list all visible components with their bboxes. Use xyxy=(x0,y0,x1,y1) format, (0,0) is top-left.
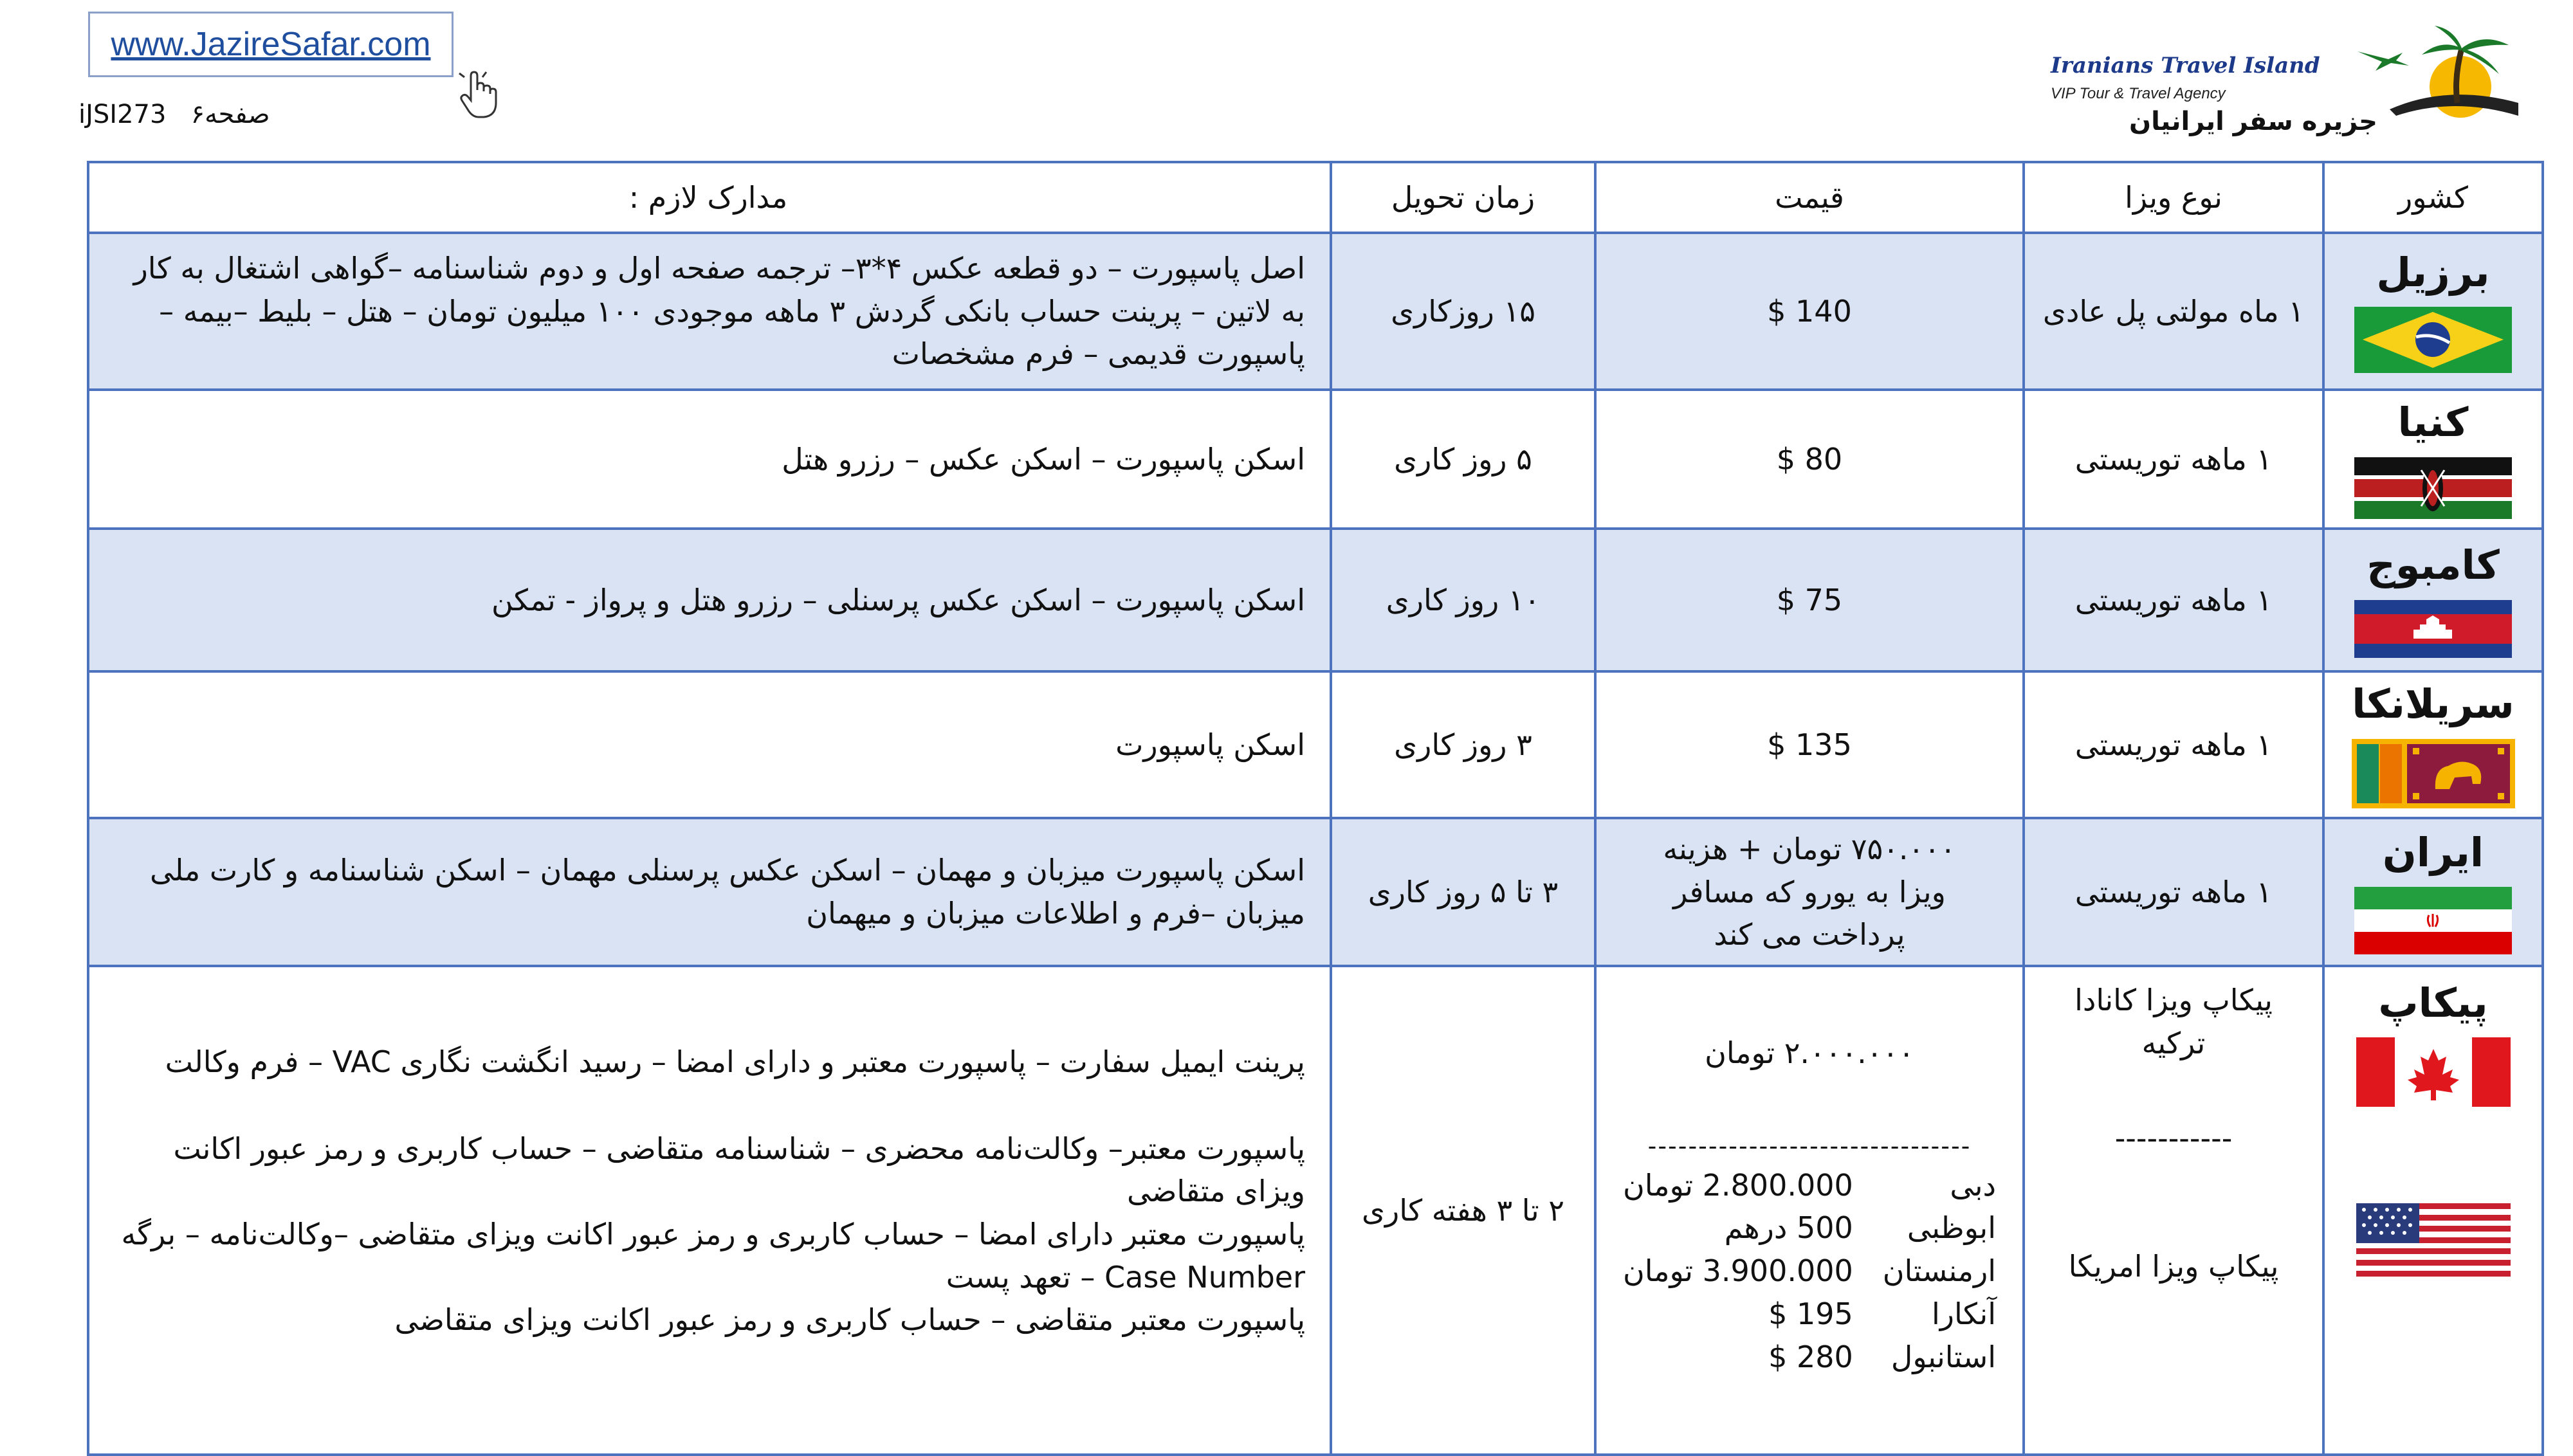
pickup-city-price xyxy=(1619,1206,1857,1250)
table-header-row xyxy=(88,162,2543,233)
delivery-cell: ۱۰ روز کاری xyxy=(1331,529,1595,671)
country-name: کنیا xyxy=(2397,399,2469,446)
visa-type-cell: ۱ ماهه توریستی xyxy=(2024,671,2323,818)
usa-pickup-price-row xyxy=(1619,1164,2000,1207)
pickup-city: ارمنستان xyxy=(1882,1253,1996,1289)
documents-cell: اسکن پاسپورت میزبان و مهمان – اسکن عکس پرسنلی مهمان – اسکن شناسنامه و کارت ملی میزبان –فرم و اطلاعات میزبان و میهمان xyxy=(88,818,1331,966)
pointer-hand-icon xyxy=(457,69,502,121)
table-row-pickup xyxy=(88,966,2543,1455)
pickup-type-canada: پیکاپ ویزا کانادا ترکیه xyxy=(2074,983,2273,1060)
visa-type-cell: ۱ ماه مولتی پل عادی xyxy=(2024,233,2323,390)
header-country: کشور xyxy=(2323,162,2543,233)
pickup-type-usa: پیکاپ ویزا امریکا xyxy=(2068,1249,2279,1284)
documents-cell: اصل پاسپورت – دو قطعه عکس ۴*۳– ترجمه صفحه اول و دوم شناسنامه –گواهی اشتغال به کار به لاتین – پرینت حساب بانکی گردش ۳ ماهه موجودی ۱۰۰ میلیون تومان – هتل – بلیط –بیمه – پاسپورت قدیمی – فرم مشخصات xyxy=(88,233,1331,390)
logo-en-title: Iranians Travel Island xyxy=(2051,53,2320,78)
country-name: سریلانکا xyxy=(2352,680,2514,728)
visa-type-cell: ۱ ماهه توریستی xyxy=(2024,529,2323,671)
delivery-cell: ۲ تا ۳ هفته کاری xyxy=(1331,966,1595,1455)
price-value: $ 140 xyxy=(1767,293,1852,329)
delivery-cell: ۱۵ روزکاری xyxy=(1331,233,1595,390)
price-cell xyxy=(1595,966,2024,1455)
table-row-brazil xyxy=(88,233,2543,390)
pickup-city-price-value: $ 280 xyxy=(1768,1339,1853,1374)
kenya-flag-icon xyxy=(2354,457,2512,519)
documents-cell: اسکن پاسپورت – اسکن عکس پرسنلی – رزرو هتل و پرواز - تمکن xyxy=(88,529,1331,671)
documents-cell: اسکن پاسپورت – اسکن عکس – رزرو هتل xyxy=(88,390,1331,529)
pickup-doc-line: پاسپورت معتبر متقاضی – حساب کاربری و رمز عبور اکانت ویزای متقاضی xyxy=(394,1302,1305,1338)
agency-logo xyxy=(2033,26,2522,154)
pickup-city: ابوظبی xyxy=(1907,1210,1996,1246)
country-cell xyxy=(2323,671,2543,818)
country-name: ایران xyxy=(2382,828,2484,876)
documents-cell xyxy=(88,966,1331,1455)
delivery-cell: ۵ روز کاری xyxy=(1331,390,1595,529)
usa-flag-icon xyxy=(2356,1203,2511,1277)
pickup-city: دبی xyxy=(1950,1167,1996,1203)
pickup-city: آنکارا xyxy=(1932,1296,1996,1331)
pickup-city-price xyxy=(1619,1250,1857,1293)
page-reference xyxy=(78,100,270,129)
table-row-iran xyxy=(88,818,2543,966)
usa-pickup-price-row xyxy=(1619,1293,2000,1336)
country-name: برزیل xyxy=(2376,248,2490,296)
canada-flag-icon xyxy=(2356,1037,2511,1107)
price-cell xyxy=(1595,390,2024,529)
visa-type-cell: ۱ ماهه توریستی xyxy=(2024,818,2323,966)
country-cell xyxy=(2323,233,2543,390)
pickup-type-separator: ----------- xyxy=(2114,1121,2233,1156)
pickup-city-price-value: 3.900.000 تومان xyxy=(1623,1253,1853,1289)
table-row-kenya xyxy=(88,390,2543,529)
usa-pickup-price-list xyxy=(1619,1164,2000,1378)
page-code: iJSI273 xyxy=(78,100,167,129)
pickup-price-separator: -------------------------------- xyxy=(1647,1131,1972,1160)
price-cell xyxy=(1595,529,2024,671)
sri-lanka-flag-icon xyxy=(2352,739,2515,808)
table-row-cambodia xyxy=(88,529,2543,671)
iran-flag-icon xyxy=(2354,887,2512,954)
pickup-city-price xyxy=(1619,1293,1857,1336)
pickup-city-price-value: 2.800.000 تومان xyxy=(1623,1167,1853,1203)
header-price: قیمت xyxy=(1595,162,2024,233)
pickup-city: استانبول xyxy=(1891,1339,1996,1374)
usa-pickup-price-row xyxy=(1619,1206,2000,1250)
brazil-flag-icon xyxy=(2354,307,2512,373)
pickup-city-price-value: 500 درهم xyxy=(1724,1210,1853,1246)
header-documents: مدارک لازم : xyxy=(88,162,1331,233)
usa-pickup-price-row xyxy=(1619,1336,2000,1379)
country-name: پیکاپ xyxy=(2378,979,2488,1026)
country-cell xyxy=(2323,529,2543,671)
country-name: کامبوج xyxy=(2367,541,2500,589)
pickup-doc-line: پرینت ایمیل سفارت – پاسپورت معتبر و دارای امضا – رسید انگشت نگاری VAC – فرم وکالت xyxy=(165,1044,1305,1079)
usa-pickup-price-row xyxy=(1619,1250,2000,1293)
pickup-doc-line: پاسپورت معتبر دارای امضا – حساب کاربری و رمز عبور اکانت ویزای متقاضی –وکالت‌نامه – برگه Case Number – تعهد پست xyxy=(121,1217,1305,1295)
visa-type-cell: ۱ ماهه توریستی xyxy=(2024,390,2323,529)
pickup-city-price-value: $ 195 xyxy=(1768,1296,1853,1331)
price-cell xyxy=(1595,233,2024,390)
header-delivery: زمان تحویل xyxy=(1331,162,1595,233)
price-cell xyxy=(1595,671,2024,818)
price-cell: ۷۵۰.۰۰۰ تومان + هزینه ویزا به یورو که مسافر پرداخت می کند xyxy=(1595,818,2024,966)
cambodia-flag-icon xyxy=(2354,600,2512,658)
price-value: $ 80 xyxy=(1776,441,1843,477)
visa-type-cell xyxy=(2024,966,2323,1455)
header-visa-type: نوع ویزا xyxy=(2024,162,2323,233)
pickup-city-price xyxy=(1619,1164,1857,1207)
logo-en-subtitle: VIP Tour & Travel Agency xyxy=(2051,85,2226,102)
country-cell xyxy=(2323,818,2543,966)
delivery-cell: ۳ تا ۵ روز کاری xyxy=(1331,818,1595,966)
price-value: $ 135 xyxy=(1767,727,1852,762)
table-row-sri-lanka xyxy=(88,671,2543,818)
pickup-doc-line: پاسپورت معتبر– وکالت‌نامه محضری – شناسنامه متقاضی – حساب کاربری و رمز عبور اکانت ویزای متقاضی xyxy=(173,1131,1305,1209)
logo-fa-title: جزیره سفر ایرانیان xyxy=(2129,107,2377,136)
pickup-price-canada: ۲.۰۰۰.۰۰۰ تومان xyxy=(1705,1035,1914,1070)
page-label: صفحه۶ xyxy=(190,100,270,129)
country-cell xyxy=(2323,390,2543,529)
pickup-city-price xyxy=(1619,1336,1857,1379)
website-link[interactable]: www.JazireSafar.com xyxy=(88,12,453,77)
delivery-cell: ۳ روز کاری xyxy=(1331,671,1595,818)
country-cell xyxy=(2323,966,2543,1455)
visa-table xyxy=(87,161,2544,1456)
documents-cell: اسکن پاسپورت xyxy=(88,671,1331,818)
palm-island-logo-icon xyxy=(2325,26,2518,129)
price-value: $ 75 xyxy=(1776,582,1843,617)
